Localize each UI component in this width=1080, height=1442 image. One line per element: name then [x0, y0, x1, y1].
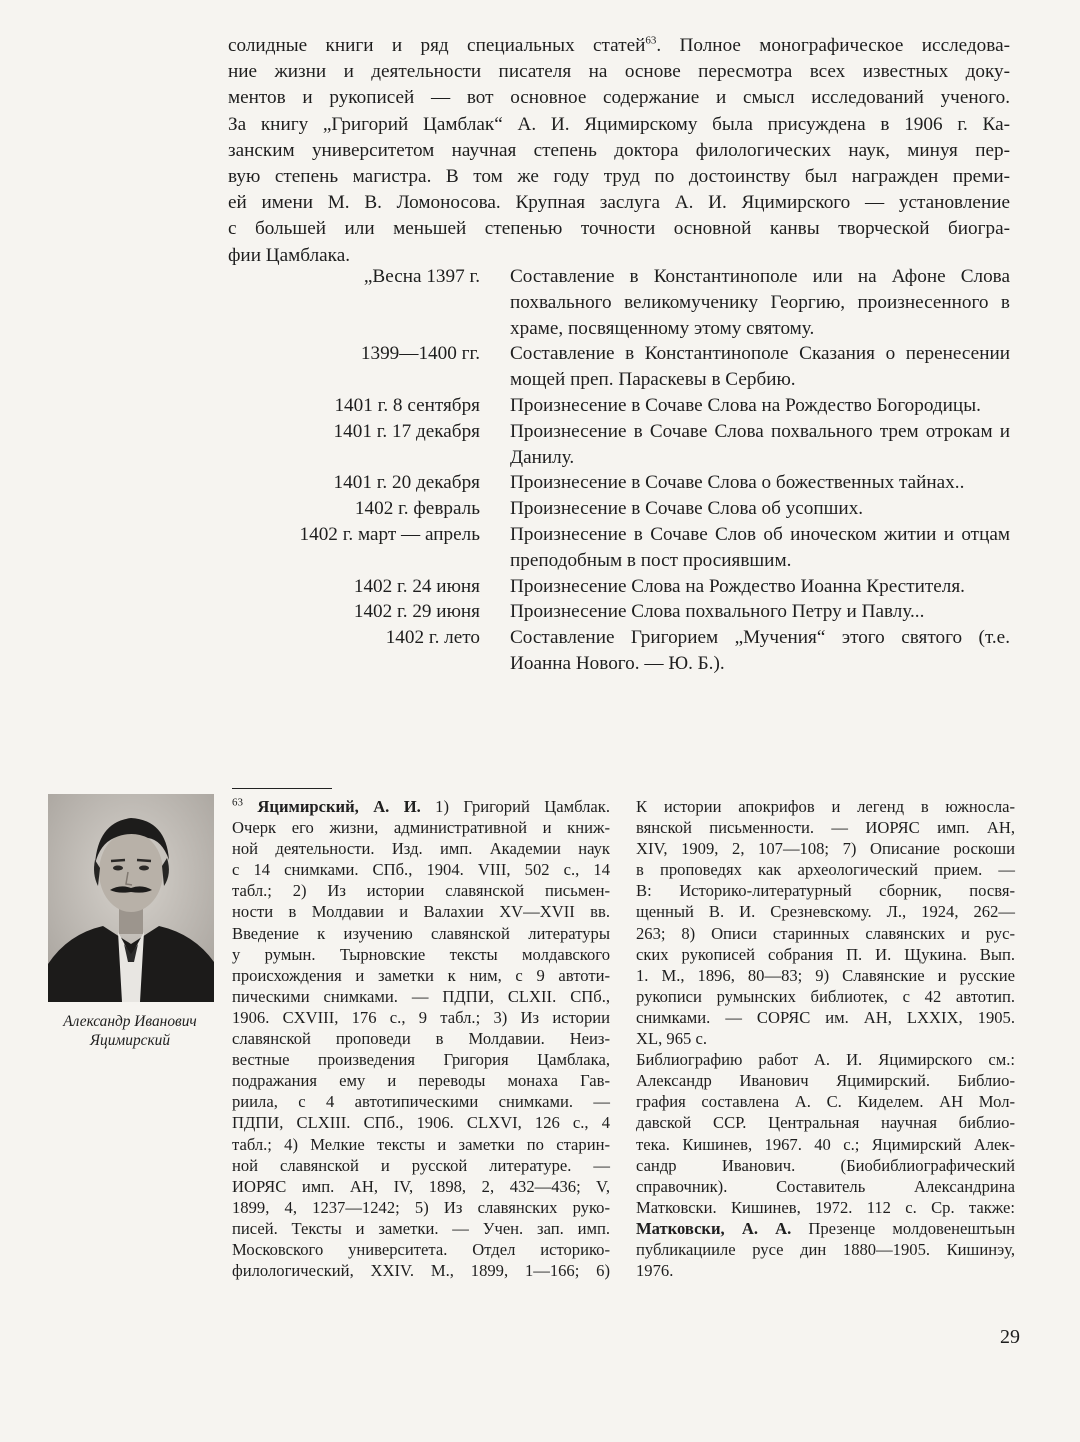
footnote-author: Яцимирский, А. И.: [257, 797, 421, 816]
page-number: 29: [1000, 1326, 1020, 1348]
footnote-column-right: [636, 796, 1015, 1281]
footnote-line: ной славянской и русской литературе. —: [232, 1155, 610, 1175]
intro-line: вую степень магистра. В том же году труд по достоинству был награжден преми-: [228, 166, 1010, 188]
portrait-photo: [48, 794, 214, 1002]
footnote-line: давской ССР. Центральная научная библио-: [636, 1113, 1015, 1133]
footnote-line: 1906. CXVIII, 176 с., 9 табл.; 3) Из истории: [232, 1007, 610, 1027]
footnote-line: Очерк его жизни, административной и книж-: [232, 818, 610, 838]
chronology-event: Произнесение в Сочаве Слова об усопших.: [510, 498, 864, 520]
chronology-event: Составление в Константинополе или на Афоне Слова похвального великомученику Георгию, произнесенного в храме, посвященному этому святому.: [510, 266, 1010, 339]
intro-line: ей имени М. В. Ломоносова. Крупная заслуга А. И. Яцимирского — установление: [228, 192, 1010, 214]
chronology-row: [228, 625, 1010, 677]
chronology-row: [228, 419, 1010, 471]
footnote-divider: [232, 788, 332, 789]
chronology-event: Произнесение в Сочаве Слова на Рождество Богородицы.: [510, 394, 981, 416]
footnote-line: Матковски, А. А. Презенце молдовенештьын: [636, 1218, 1015, 1238]
footnote-line: 1899, 4, 1237—1242; 5) Из славянских руко-: [232, 1197, 610, 1217]
intro-line: с большей или меньшей степенью точности основной канвы творческой биогра-: [228, 218, 1010, 240]
chronology-row: [228, 599, 1010, 625]
chronology-date: 1402 г. лето: [385, 627, 480, 649]
chronology-row: [228, 470, 1010, 496]
footnote-line: табл.; 4) Мелкие тексты и заметки по старин-: [232, 1134, 610, 1154]
chronology-date: 1401 г. 8 сентября: [334, 394, 480, 416]
intro-paragraph: [228, 33, 1010, 269]
footnote-line: 1976.: [636, 1261, 674, 1281]
caption-line: Яцимирский: [89, 1032, 171, 1049]
footnote-line: табл.; 2) Из истории славянской письмен-: [232, 881, 610, 901]
footnote-line: Библиографию работ А. И. Яцимирского см.:: [636, 1050, 1015, 1070]
footnote-line: писей. Тексты и заметки. — Учен. зап. имп.: [232, 1218, 610, 1238]
footnote-line: пическими снимками. — ПДПИ, CLXII. СПб.,: [232, 986, 610, 1006]
footnote-line: щенный В. И. Срезневскому. Л., 1924, 262—: [636, 902, 1015, 922]
footnote-line: Московского университета. Отдел историко-: [232, 1239, 610, 1259]
chronology-date: „Весна 1397 г.: [363, 266, 480, 287]
chronology-event: Произнесение Слова похвального Петру и Павлу...: [510, 601, 925, 623]
footnote-line: риила, с 4 автотипическими снимками. —: [232, 1092, 610, 1112]
footnote-line: ИОРЯС имп. АН, IV, 1898, 2, 432—436; V,: [232, 1176, 610, 1196]
chronology-date: 1402 г. март — апрель: [299, 523, 480, 545]
footnote-line: славянской проповеди в Молдавии. Неиз-: [232, 1029, 610, 1049]
footnote-line: сандр Иванович. (Биобиблиографический: [636, 1155, 1015, 1175]
footnote-line: $^{63}$ Яцимирский, А. И. 1) Григорий Цамблак.: [232, 796, 610, 816]
chronology-row: [228, 574, 1010, 600]
chronology-row: [228, 341, 1010, 393]
intro-line: фии Цамблака.: [228, 244, 351, 266]
footnote-line: графия составлена А. С. Киделем. АН Мол-: [636, 1092, 1015, 1112]
footnote-line: Александр Иванович Яцимирский. Библио-: [636, 1071, 1015, 1091]
footnote-line: подражания ему и переводы монаха Гав-: [232, 1071, 610, 1091]
footnote-line: К истории апокрифов и легенд в южносла-: [636, 797, 1015, 816]
chronology-row: [228, 496, 1010, 522]
intro-line: ментов и рукописей — вот основное содержание и смысл исследований ученого.: [228, 87, 1010, 109]
chronology-event: Составление в Константинополе Сказания о перенесении мощей преп. Параскевы в Сербию.: [510, 343, 1010, 391]
footnote-line: Введение к изучению славянской литературы: [232, 923, 610, 943]
footnote-line: вянской письменности. — ИОРЯС имп. АН,: [636, 818, 1015, 838]
chronology-row: [228, 522, 1010, 574]
chronology-table: [228, 264, 1010, 677]
chronology-date: 1402 г. февраль: [354, 498, 480, 520]
footnote-line: филологический, XXIV. М., 1899, 1—166; 6): [232, 1261, 610, 1281]
footnote-line: Матковски. Кишинев, 1972. 112 с. Ср. также:: [636, 1197, 1015, 1217]
chronology-event: Произнесение Слова на Рождество Иоанна Крестителя.: [510, 575, 965, 597]
footnote-author: Матковски, А. А.: [636, 1218, 792, 1238]
chronology-event: Произнесение в Сочаве Слов об иноческом житии и отцам преподобным в пост просиявшим.: [510, 523, 1010, 571]
portrait-caption: [40, 1012, 220, 1050]
footnote-line: 263; 8) Описи старинных славянских и рус-: [636, 923, 1015, 943]
footnote-line: справочник). Составитель Александрина: [636, 1176, 1015, 1196]
footnote-line: в проповедях как археологический прием. —: [636, 860, 1015, 880]
footnote-line: происхождения и заметки к ним, с 9 автоти-: [232, 965, 610, 985]
footnote-line: ских рукописей собрания П. И. Щукина. Вып.: [636, 944, 1015, 964]
footnote-line: тека. Кишинев, 1967. 40 с.; Яцимирский Алек-: [636, 1134, 1015, 1154]
footnote-line: 1. М., 1896, 80—83; 9) Славянские и русские: [636, 965, 1015, 985]
intro-line: солидные книги и ряд специальных статей$^{63}$. Полное монографическое исследова-: [228, 34, 1010, 56]
footnote-column-left: [232, 796, 610, 1281]
caption-line: Александр Иванович: [63, 1013, 197, 1030]
chronology-event: Произнесение в Сочаве Слова похвального трем отрокам и Данилу.: [510, 420, 1010, 468]
chronology-event: Составление Григорием „Мучения“ этого святого (т.е. Иоанна Нового. — Ю. Б.).: [510, 627, 1010, 674]
chronology-row: [228, 264, 1010, 341]
footnote-line: XL, 965 с.: [636, 1029, 707, 1049]
chronology-date: 1402 г. 24 июня: [353, 575, 480, 597]
footnote-line: ности в Молдавии и Валахии XV—XVII вв.: [232, 902, 610, 922]
chronology-date: 1401 г. 20 декабря: [333, 472, 480, 494]
chronology-date: 1399—1400 гг.: [360, 343, 480, 365]
chronology-row: [228, 393, 1010, 419]
footnote-line: XIV, 1909, 2, 107—108; 7) Описание роскоши: [636, 839, 1015, 859]
footnote-line: В: Историко-литературный сборник, посвя-: [636, 881, 1015, 901]
footnote-line: рукописи румынских библиотек, с 42 автотип.: [636, 986, 1015, 1006]
portrait-image: [48, 794, 214, 1002]
footnote-line: с 14 снимками. СПб., 1904. VIII, 502 с., 14: [232, 860, 610, 880]
intro-line: За книгу „Григорий Цамблак“ А. И. Яцимирскому была присуждена в 1906 г. Ка-: [228, 113, 1010, 135]
footnote-line: ПДПИ, CLXIII. СПб., 1906. CLXVI, 126 с., 4: [232, 1113, 610, 1133]
chronology-event: Произнесение в Сочаве Слова о божественных тайнах..: [510, 472, 965, 494]
chronology-date: 1402 г. 29 июня: [353, 601, 480, 623]
footnote-line: снимками. — СОРЯС им. АН, LXXIX, 1905.: [636, 1007, 1015, 1027]
footnote-ref: 63: [645, 34, 657, 47]
footnote-line: публикацииле русе дин 1880—1905. Кишинэу,: [636, 1239, 1015, 1259]
intro-line: ние жизни и деятельности писателя на основе пересмотра всех известных доку-: [228, 61, 1010, 83]
footnote-line: у румын. Тырновские тексты молдавского: [232, 944, 610, 964]
footnote-number: 63: [232, 796, 243, 809]
footnote-line: вестные произведения Григория Цамблака,: [232, 1050, 610, 1070]
intro-line: занским университетом научная степень доктора филологических наук, минуя пер-: [228, 139, 1010, 161]
chronology-date: 1401 г. 17 декабря: [333, 420, 480, 442]
footnote-line: ной деятельности. Изд. имп. Академии наук: [232, 839, 610, 859]
